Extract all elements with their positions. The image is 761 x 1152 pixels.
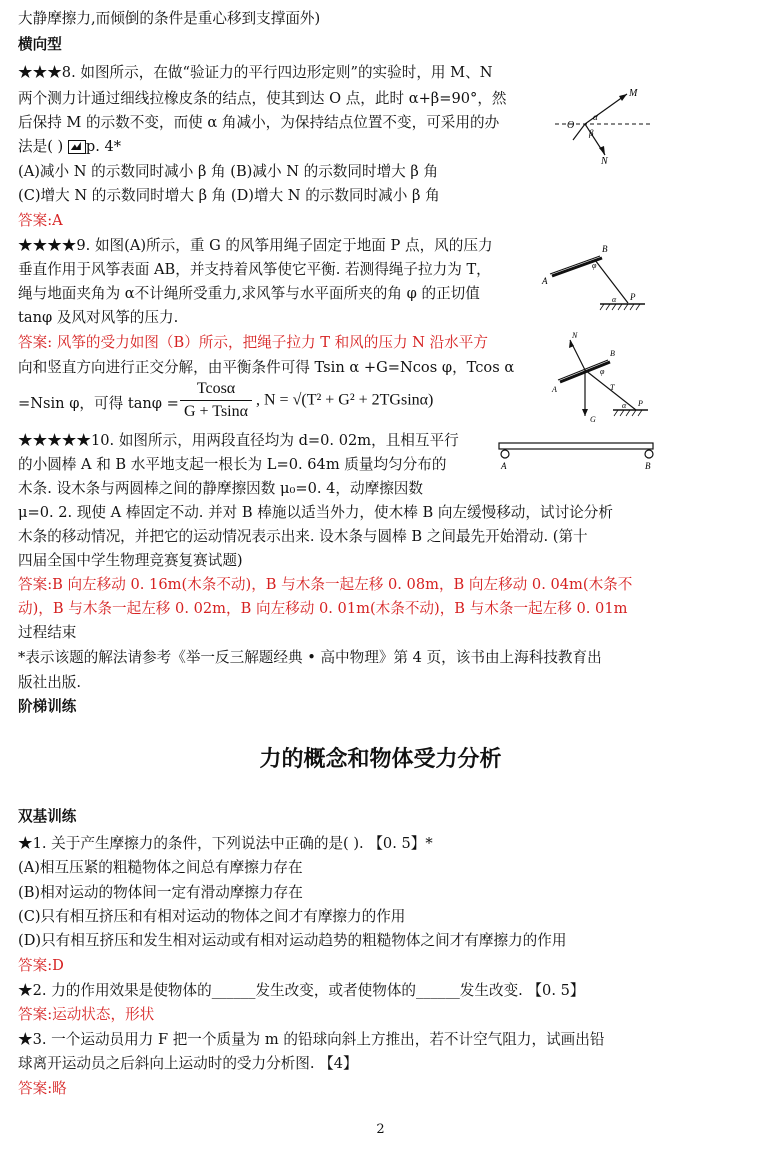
fig8-label-alpha: α — [593, 112, 598, 122]
formula-fraction — [180, 378, 252, 423]
fig9b-label-alpha: α — [622, 401, 627, 410]
text-line: 垂直作用于风筝表面 AB，并支持着风筝使它平衡. 若测得绳子拉力为 T， — [18, 261, 491, 278]
text-line: *表示该题的解法请参考《举一反三解题经典 • 高中物理》第 4 页，该书由上海科技教育出 — [18, 649, 602, 666]
text-line: ★★★★★10. 如图所示，用两段直径均为 d=0. 02m，且相互平行 — [18, 432, 459, 449]
option-line: (A)相互压紧的粗糙物体之间总有摩擦力存在 — [18, 859, 303, 876]
fig8-label-m: M — [629, 88, 638, 99]
text-line: 球离开运动员之后斜向上运动时的受力分析图. 【4】 — [18, 1055, 358, 1072]
fig9a-label-alpha: α — [612, 295, 617, 304]
option-line: (B)相对运动的物体间一定有滑动摩擦力存在 — [18, 884, 303, 901]
fig9b-label-n: N — [572, 331, 578, 340]
fig9b-label-b: B — [610, 349, 615, 358]
figure-q10-wood-strip — [495, 440, 660, 472]
reference-icon — [68, 140, 86, 154]
text-line: ★1. 关于产生摩擦力的条件，下列说法中正确的是( ). 【0. 5】* — [18, 835, 433, 852]
text-line: 的小圆棒 A 和 B 水平地支起一根长为 L=0. 64m 质量均匀分布的 — [18, 456, 447, 473]
q8-answer-blank: 法是( ) — [18, 138, 68, 155]
text-line: 两个测力计通过细线拉橡皮条的结点，使其到达 O 点，此时 α+β=90°，然 — [18, 90, 507, 107]
page-number: 2 — [376, 1122, 385, 1137]
text-line: 向和竖直方向进行正交分解，由平衡条件可得 Tsin α +G=Ncos φ，Tcos α — [18, 359, 515, 376]
fig9a-label-a: A — [542, 276, 548, 286]
tan-formula — [180, 378, 433, 423]
figure-q9b-force-analysis — [548, 330, 653, 425]
text-line: 木条. 设木条与两圆棒之间的静摩擦因数 μ₀=0. 4，动摩擦因数 — [18, 480, 423, 497]
text-line: =Nsin φ，可得 tanφ = — [18, 395, 179, 412]
subheading-ladder-training: 阶梯训练 — [18, 698, 77, 715]
section-title: 力的概念和物体受力分析 — [259, 747, 502, 772]
reference-page: p. 4* — [85, 138, 122, 155]
text-line: 绳与地面夹角为 α不计绳所受重力,求风筝与水平面所夹的角 φ 的正切值 — [18, 285, 480, 302]
text-line: tanφ 及风对风筝的压力. — [18, 309, 179, 326]
subheading-basic-training: 双基训练 — [18, 808, 77, 825]
formula-n-expression: , N = √(T² + G² + 2TGsinα) — [256, 391, 434, 409]
answer-line: 答案:A — [18, 212, 63, 229]
formula-denominator: G + Tsinα — [184, 403, 248, 420]
option-line: (D)只有相互挤压和发生相对运动或有相对运动趋势的粗糙物体之间才有摩擦力的作用 — [18, 932, 567, 949]
fig8-label-n: N — [601, 156, 608, 167]
fig9b-label-a: A — [552, 385, 557, 394]
answer-line: 答案:略 — [18, 1080, 67, 1097]
option-line: (C)只有相互挤压和有相对运动的物体之间才有摩擦力的作用 — [18, 908, 406, 925]
answer-line: 答案: 风筝的受力如图（B）所示，把绳子拉力 T 和风的压力 N 沿水平方 — [18, 334, 488, 351]
text-line: ★★★★9. 如图(A)所示，重 G 的风筝用绳子固定于地面 P 点，风的压力 — [18, 237, 493, 254]
answer-line: 答案:运动状态，形状 — [18, 1006, 155, 1023]
fig9a-label-phi: φ — [592, 261, 597, 270]
text-line: 后保持 M 的示数不变，而使 α 角减小，为保持结点位置不变，可采用的办 — [18, 114, 500, 131]
subheading-horizontal: 横向型 — [18, 36, 62, 53]
fig9b-label-g: G — [590, 415, 596, 424]
text-line: μ=0. 2. 现使 A 棒固定不动. 并对 B 棒施以适当外力，使木棒 B 向左缓慢移动，试讨论分析 — [18, 504, 613, 521]
fig9b-label-t: T — [610, 383, 615, 392]
answer-line: 动)，B 与木条一起左移 0. 02m，B 向左移动 0. 01m(木条不动)，B 与木条一起左移 0. 01m — [18, 600, 628, 617]
text-line: ★★★8. 如图所示，在做“验证力的平行四边形定则”的实验时，用 M、N — [18, 64, 493, 81]
figure-q9a-kite — [540, 238, 650, 318]
answer-line: 答案:D — [18, 957, 64, 974]
option-line: (C)增大 N 的示数同时增大 β 角 (D)增大 N 的示数同时减小 β 角 — [18, 187, 440, 204]
text-line: 版社出版. — [18, 674, 82, 691]
fig9a-label-b: B — [602, 244, 608, 254]
text-line: 四届全国中学生物理竞赛复赛试题) — [18, 552, 243, 569]
figure-q8-force-diagram — [555, 82, 655, 167]
fig9b-label-p: P — [638, 399, 643, 408]
fig8-label-o: O — [567, 120, 575, 131]
text-line: 过程结束 — [18, 624, 77, 641]
text-line: ★2. 力的作用效果是使物体的______发生改变，或者使物体的______发生改变. 【0. 5】 — [18, 982, 585, 999]
text-line — [18, 135, 121, 159]
option-line: (A)减小 N 的示数同时减小 β 角 (B)减小 N 的示数同时增大 β 角 — [18, 163, 439, 180]
fig10-label-b: B — [645, 461, 651, 471]
text-line: 大静摩擦力,而倾倒的条件是重心移到支撑面外) — [18, 10, 321, 27]
fig8-label-beta: β — [589, 128, 594, 138]
fig9a-label-p: P — [630, 292, 636, 302]
formula-numerator: Tcosα — [180, 378, 252, 401]
text-line: 木条的移动情况，并把它的运动情况表示出来. 设木条与圆棒 B 之间最先开始滑动. (第十 — [18, 528, 588, 545]
fig10-label-a: A — [501, 461, 507, 471]
text-line: ★3. 一个运动员用力 F 把一个质量为 m 的铅球向斜上方推出，若不计空气阻力，试画出铅 — [18, 1031, 605, 1048]
fig9b-label-phi: φ — [600, 367, 605, 376]
answer-line: 答案:B 向左移动 0. 16m(木条不动)，B 与木条一起左移 0. 08m，B 向左移动 0. 04m(木条不 — [18, 576, 633, 593]
